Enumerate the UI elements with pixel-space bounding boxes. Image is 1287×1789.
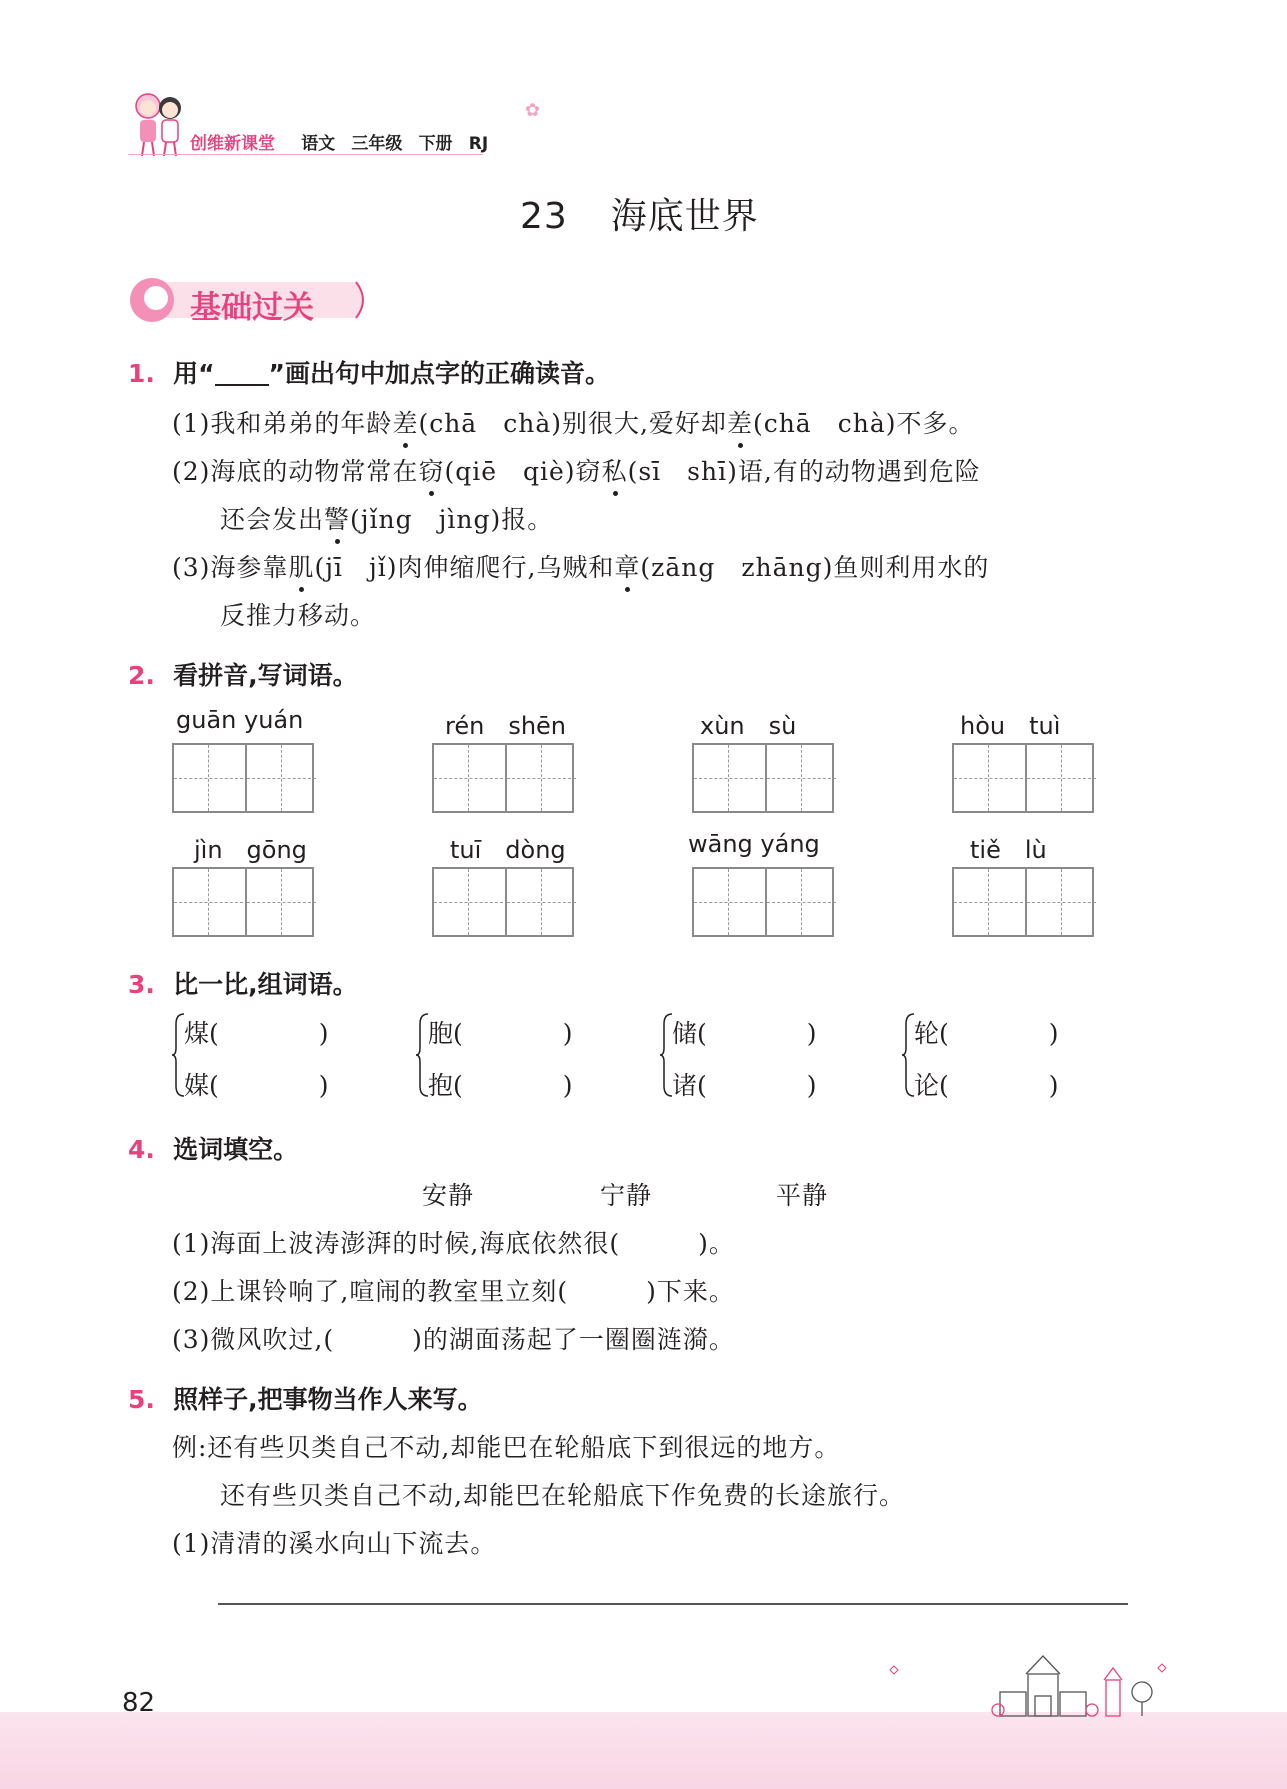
question-1 — [128, 354, 610, 390]
lesson-number: 23 — [520, 196, 568, 237]
writing-grid[interactable] — [952, 743, 1094, 813]
question-2 — [128, 656, 358, 692]
question-number: 4. — [128, 1135, 155, 1164]
question-number: 1. — [128, 359, 155, 388]
text-part: (jī jǐ)肉伸缩爬行,乌贼和 — [314, 553, 615, 582]
question-5 — [128, 1380, 483, 1416]
text-part: (chā chà)不多。 — [752, 409, 975, 438]
pinyin-label: guān yuán — [176, 706, 304, 734]
footer-band — [0, 1712, 1287, 1789]
q1-item-2-line-2 — [220, 500, 553, 536]
question-prompt: 照样子,把事物当作人来写。 — [173, 1385, 483, 1414]
pinyin-label: tuī dòng — [450, 836, 566, 864]
dotted-char: 窃 — [418, 457, 445, 486]
q1-item-3-line-2 — [220, 596, 376, 632]
compare-word: 抱( ) — [428, 1071, 573, 1100]
dotted-char: 私 — [601, 457, 628, 486]
header-illustration — [128, 88, 188, 160]
text-part: (jǐng jìng)报。 — [350, 505, 554, 534]
brand-name: 创维新课堂 — [190, 134, 275, 154]
volume: 下册 — [418, 134, 453, 154]
question-prompt: 比一比,组词语。 — [173, 970, 358, 999]
dotted-char: 差 — [726, 409, 753, 438]
grade: 三年级 — [351, 134, 403, 154]
text-part: 反推力移动。 — [220, 601, 377, 630]
text-part: 还会发出 — [220, 505, 325, 534]
dotted-char: 肌 — [288, 553, 315, 582]
word-option: 宁静 — [600, 1181, 653, 1210]
q1-item-1 — [172, 404, 974, 440]
compare-word: 诸( ) — [672, 1071, 817, 1100]
fill-blank-item: (2)上课铃响了,喧闹的教室里立刻( )下来。 — [172, 1277, 735, 1306]
compare-word: 媒( ) — [184, 1071, 329, 1100]
compare-word: 胞( ) — [428, 1019, 573, 1048]
section-banner — [128, 274, 370, 326]
edition: RJ — [468, 134, 489, 154]
fill-blank-item: (1)海面上波涛澎湃的时候,海底依然很( )。 — [172, 1229, 735, 1258]
text-part: (chā chà)别很大,爱好却 — [418, 409, 727, 438]
text-part: 海底的动物常常在 — [210, 457, 419, 486]
pinyin-label: jìn gōng — [194, 836, 307, 864]
text-part: (sī shī)语,有的动物遇到危险 — [627, 457, 981, 486]
lesson-name: 海底世界 — [610, 196, 759, 237]
castle-illustration — [880, 1650, 1170, 1720]
header-text — [190, 129, 488, 154]
dotted-char: 章 — [614, 553, 641, 582]
pinyin-label: tiě lù — [970, 836, 1047, 864]
question-3 — [128, 965, 358, 1001]
subject: 语文 — [301, 134, 336, 154]
underline-sample — [215, 384, 269, 386]
pinyin-label: rén shēn — [445, 712, 567, 740]
question-number: 2. — [128, 661, 155, 690]
question-prompt-suffix: ”画出句中加点字的正确读音。 — [268, 359, 610, 388]
compare-word: 轮( ) — [914, 1019, 1059, 1048]
pinyin-label: hòu tuì — [960, 712, 1061, 740]
q1-item-3 — [172, 548, 989, 584]
compare-word: 论( ) — [914, 1071, 1059, 1100]
question-4 — [128, 1130, 298, 1166]
question-prompt: 选词填空。 — [173, 1135, 299, 1164]
section-label: 基础过关 — [190, 290, 314, 326]
exercise-sentence: (1)清清的溪水向山下流去。 — [172, 1529, 497, 1558]
text-part: 我和弟弟的年龄 — [210, 409, 393, 438]
lesson-title — [520, 188, 759, 239]
writing-grid[interactable] — [172, 743, 314, 813]
fill-blank-item: (3)微风吹过,( )的湖面荡起了一圈圈涟漪。 — [172, 1325, 735, 1354]
pinyin-label: xùn sù — [700, 712, 797, 740]
text-part: (qiē qiè)窃 — [444, 457, 602, 486]
question-number: 3. — [128, 970, 155, 999]
question-prompt-prefix: 用“ — [173, 359, 215, 388]
text-part: (zāng zhāng)鱼则利用水的 — [640, 553, 990, 582]
item-label: (3) — [172, 553, 211, 582]
writing-grid[interactable] — [432, 867, 574, 937]
writing-grid[interactable] — [692, 867, 834, 937]
dotted-char: 警 — [324, 505, 351, 534]
writing-grid[interactable] — [692, 743, 834, 813]
writing-grid[interactable] — [952, 867, 1094, 937]
header-underline — [128, 154, 483, 155]
writing-grid[interactable] — [172, 867, 314, 937]
word-option: 平静 — [776, 1181, 829, 1210]
question-prompt: 看拼音,写词语。 — [173, 661, 358, 690]
dotted-char: 差 — [392, 409, 419, 438]
item-label: (1) — [172, 409, 211, 438]
item-label: (2) — [172, 457, 211, 486]
q1-item-2 — [172, 452, 981, 488]
compare-word: 煤( ) — [184, 1019, 329, 1048]
pinyin-label: wāng yáng — [688, 830, 820, 858]
flower-icon: ✿ — [525, 100, 541, 121]
answer-line[interactable] — [218, 1603, 1128, 1605]
text-part: 海参靠 — [210, 553, 289, 582]
word-option: 安静 — [422, 1181, 475, 1210]
example-sentence: 还有些贝类自己不动,却能巴在轮船底下作免费的长途旅行。 — [220, 1481, 905, 1510]
writing-grid[interactable] — [432, 743, 574, 813]
compare-word: 储( ) — [672, 1019, 817, 1048]
page-number: 82 — [122, 1688, 156, 1718]
example-sentence: 例:还有些贝类自己不动,却能巴在轮船底下到很远的地方。 — [172, 1433, 841, 1462]
question-number: 5. — [128, 1385, 155, 1414]
